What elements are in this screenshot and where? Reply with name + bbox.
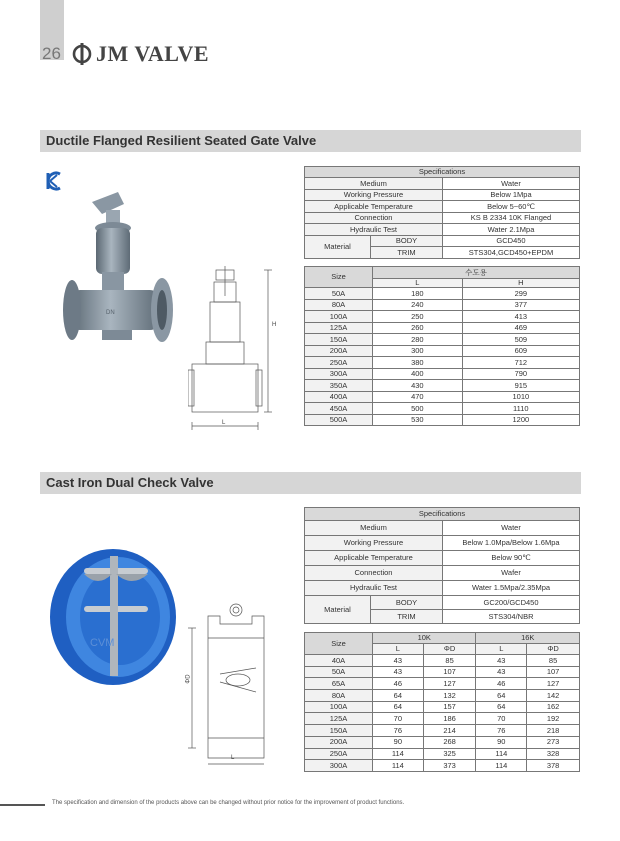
value-cell: 43: [476, 655, 527, 667]
section-title: Cast Iron Dual Check Valve: [46, 475, 214, 490]
value-cell: 76: [476, 725, 527, 737]
size-cell: 65A: [305, 678, 373, 690]
section-title-bar: [40, 472, 581, 494]
material-label: Material: [305, 235, 371, 258]
value-cell: 90: [476, 736, 527, 748]
spec-header: Specifications: [305, 167, 580, 178]
value-cell: 380: [373, 357, 463, 369]
value-cell: 142: [527, 690, 580, 702]
table-row: [305, 322, 580, 334]
section-title: Ductile Flanged Resilient Seated Gate Valve: [46, 133, 317, 148]
size-cell: 150A: [305, 334, 373, 346]
table-row: [305, 666, 580, 678]
value-cell: 214: [423, 725, 476, 737]
check-valve-image: [48, 546, 178, 688]
size-cell: 350A: [305, 380, 373, 392]
size-cell: 125A: [305, 322, 373, 334]
value-cell: 76: [373, 725, 424, 737]
svg-text:DN: DN: [106, 310, 115, 316]
value-cell: 64: [373, 690, 424, 702]
size-cell: 80A: [305, 690, 373, 702]
size-cell: 40A: [305, 655, 373, 667]
value-cell: 273: [527, 736, 580, 748]
value-cell: 85: [423, 655, 476, 667]
value-cell: 509: [462, 334, 579, 346]
brand-logo: [72, 40, 209, 68]
value-cell: 43: [476, 666, 527, 678]
value-cell: 192: [527, 713, 580, 725]
size-cell: 50A: [305, 288, 373, 300]
table-row: [305, 414, 580, 426]
brand-name: JM VALVE: [96, 41, 210, 66]
table-row: [305, 736, 580, 748]
table-row: [305, 334, 580, 346]
gate-valve-image: [62, 192, 180, 357]
value-cell: 299: [462, 288, 579, 300]
value-cell: 127: [527, 678, 580, 690]
table-row: [305, 288, 580, 300]
spec-header: Specifications: [305, 508, 580, 521]
size-cell: 80A: [305, 299, 373, 311]
size-cell: 100A: [305, 701, 373, 713]
section-title-bar: [40, 130, 581, 152]
value-cell: 280: [373, 334, 463, 346]
value-cell: 114: [373, 760, 424, 772]
value-cell: 114: [373, 748, 424, 760]
value-cell: 85: [527, 655, 580, 667]
value-cell: 157: [423, 701, 476, 713]
spec-table: Specifications Medium Water Working Pressure Below 1.0Mpa/Below 1.6Mpa Applicable Temperature Below 90℃ Connection Wafer Hydraulic Test Water 1.5Mpa/2.35Mpa Material BODY GC200/GCD450 TRIM STS304/NBR: [304, 507, 580, 624]
value-cell: 500: [373, 403, 463, 415]
value-cell: 790: [462, 368, 579, 380]
value-cell: 470: [373, 391, 463, 403]
spec-table: Specifications Medium Water Working Pressure Below 1Mpa Applicable Temperature Below 5~60℃ Connection KS B 2334 10K Flanged Hydraulic Test Water 2.1Mpa Material BODY GCD450 TRIM STS304,GCD450+EPDM: [304, 166, 580, 259]
value-cell: 250: [373, 311, 463, 323]
drawing-length-label: L: [222, 420, 226, 426]
value-cell: 132: [423, 690, 476, 702]
value-cell: 70: [476, 713, 527, 725]
dimension-table: Size 수도용 L H 50A 180 299 80A 240 377 100A 250 413 125A 260 469 150A 280 509 200A 300 609 250A 380 712 300A 400 790 350A 430 915 400A 470 1010 450A 500 1110 500A 530 1200: [304, 266, 580, 426]
size-cell: 125A: [305, 713, 373, 725]
value-cell: 413: [462, 311, 579, 323]
size-cell: 300A: [305, 760, 373, 772]
value-cell: 260: [373, 322, 463, 334]
table-row: [305, 345, 580, 357]
value-cell: 64: [373, 701, 424, 713]
size-cell: 150A: [305, 725, 373, 737]
value-cell: 268: [423, 736, 476, 748]
value-cell: 1200: [462, 414, 579, 426]
size-cell: 200A: [305, 345, 373, 357]
value-cell: 107: [423, 666, 476, 678]
table-row: [305, 701, 580, 713]
value-cell: 64: [476, 690, 527, 702]
footer-note: The specification and dimension of the products above can be changed without prior notice for the improvement of product functions.: [52, 800, 405, 806]
table-row: [305, 713, 580, 725]
value-cell: 162: [527, 701, 580, 713]
material-label: Material: [305, 596, 371, 624]
svg-text:CVM: CVM: [90, 637, 115, 649]
dimension-table: Size 10K 16K L ΦD L ΦD 40A 43 85 43 85 50A 43 107 43 107 65A 46 127 46 127 80A 64 132 64 142 100A 64 157 64 162 125A 70 186 70 192 150A 76 214 76 218 200A 90 268 90 273 250A 114 325 114 328 300A 114 373 114 378: [304, 632, 580, 772]
value-cell: 469: [462, 322, 579, 334]
value-cell: 114: [476, 760, 527, 772]
valve-logo-icon: [72, 43, 92, 65]
size-cell: 400A: [305, 391, 373, 403]
value-cell: 127: [423, 678, 476, 690]
size-cell: 200A: [305, 736, 373, 748]
drawing-diameter-label: ΦD: [185, 674, 192, 684]
check-valve-drawing: [180, 598, 270, 773]
page-number: 26: [42, 44, 61, 63]
size-cell: 300A: [305, 368, 373, 380]
table-row: [305, 690, 580, 702]
value-cell: 240: [373, 299, 463, 311]
size-cell: 100A: [305, 311, 373, 323]
value-cell: 64: [476, 701, 527, 713]
value-cell: 712: [462, 357, 579, 369]
value-cell: 915: [462, 380, 579, 392]
table-row: [305, 725, 580, 737]
value-cell: 328: [527, 748, 580, 760]
value-cell: 373: [423, 760, 476, 772]
table-row: [305, 678, 580, 690]
value-cell: 90: [373, 736, 424, 748]
value-cell: 609: [462, 345, 579, 357]
value-cell: 1110: [462, 403, 579, 415]
drawing-height-label: H: [272, 322, 277, 328]
value-cell: 43: [373, 655, 424, 667]
value-cell: 430: [373, 380, 463, 392]
table-row: [305, 655, 580, 667]
value-cell: 114: [476, 748, 527, 760]
size-cell: 50A: [305, 666, 373, 678]
table-row: [305, 760, 580, 772]
value-cell: 218: [527, 725, 580, 737]
table-row: [305, 403, 580, 415]
value-cell: 530: [373, 414, 463, 426]
size-cell: 250A: [305, 357, 373, 369]
table-row: [305, 311, 580, 323]
table-row: [305, 380, 580, 392]
value-cell: 43: [373, 666, 424, 678]
table-row: [305, 368, 580, 380]
value-cell: 325: [423, 748, 476, 760]
value-cell: 377: [462, 299, 579, 311]
size-cell: 450A: [305, 403, 373, 415]
value-cell: 400: [373, 368, 463, 380]
table-row: [305, 299, 580, 311]
value-cell: 46: [476, 678, 527, 690]
value-cell: 107: [527, 666, 580, 678]
size-cell: 250A: [305, 748, 373, 760]
drawing-length-label: L: [231, 755, 235, 761]
table-row: [305, 357, 580, 369]
table-row: [305, 748, 580, 760]
value-cell: 180: [373, 288, 463, 300]
value-cell: 378: [527, 760, 580, 772]
table-row: [305, 391, 580, 403]
kc-certification-icon: [45, 171, 63, 191]
value-cell: 70: [373, 713, 424, 725]
value-cell: 300: [373, 345, 463, 357]
value-cell: 46: [373, 678, 424, 690]
value-cell: 1010: [462, 391, 579, 403]
footer-rule: [0, 804, 45, 806]
gate-valve-drawing: [188, 266, 283, 436]
size-cell: 500A: [305, 414, 373, 426]
value-cell: 186: [423, 713, 476, 725]
